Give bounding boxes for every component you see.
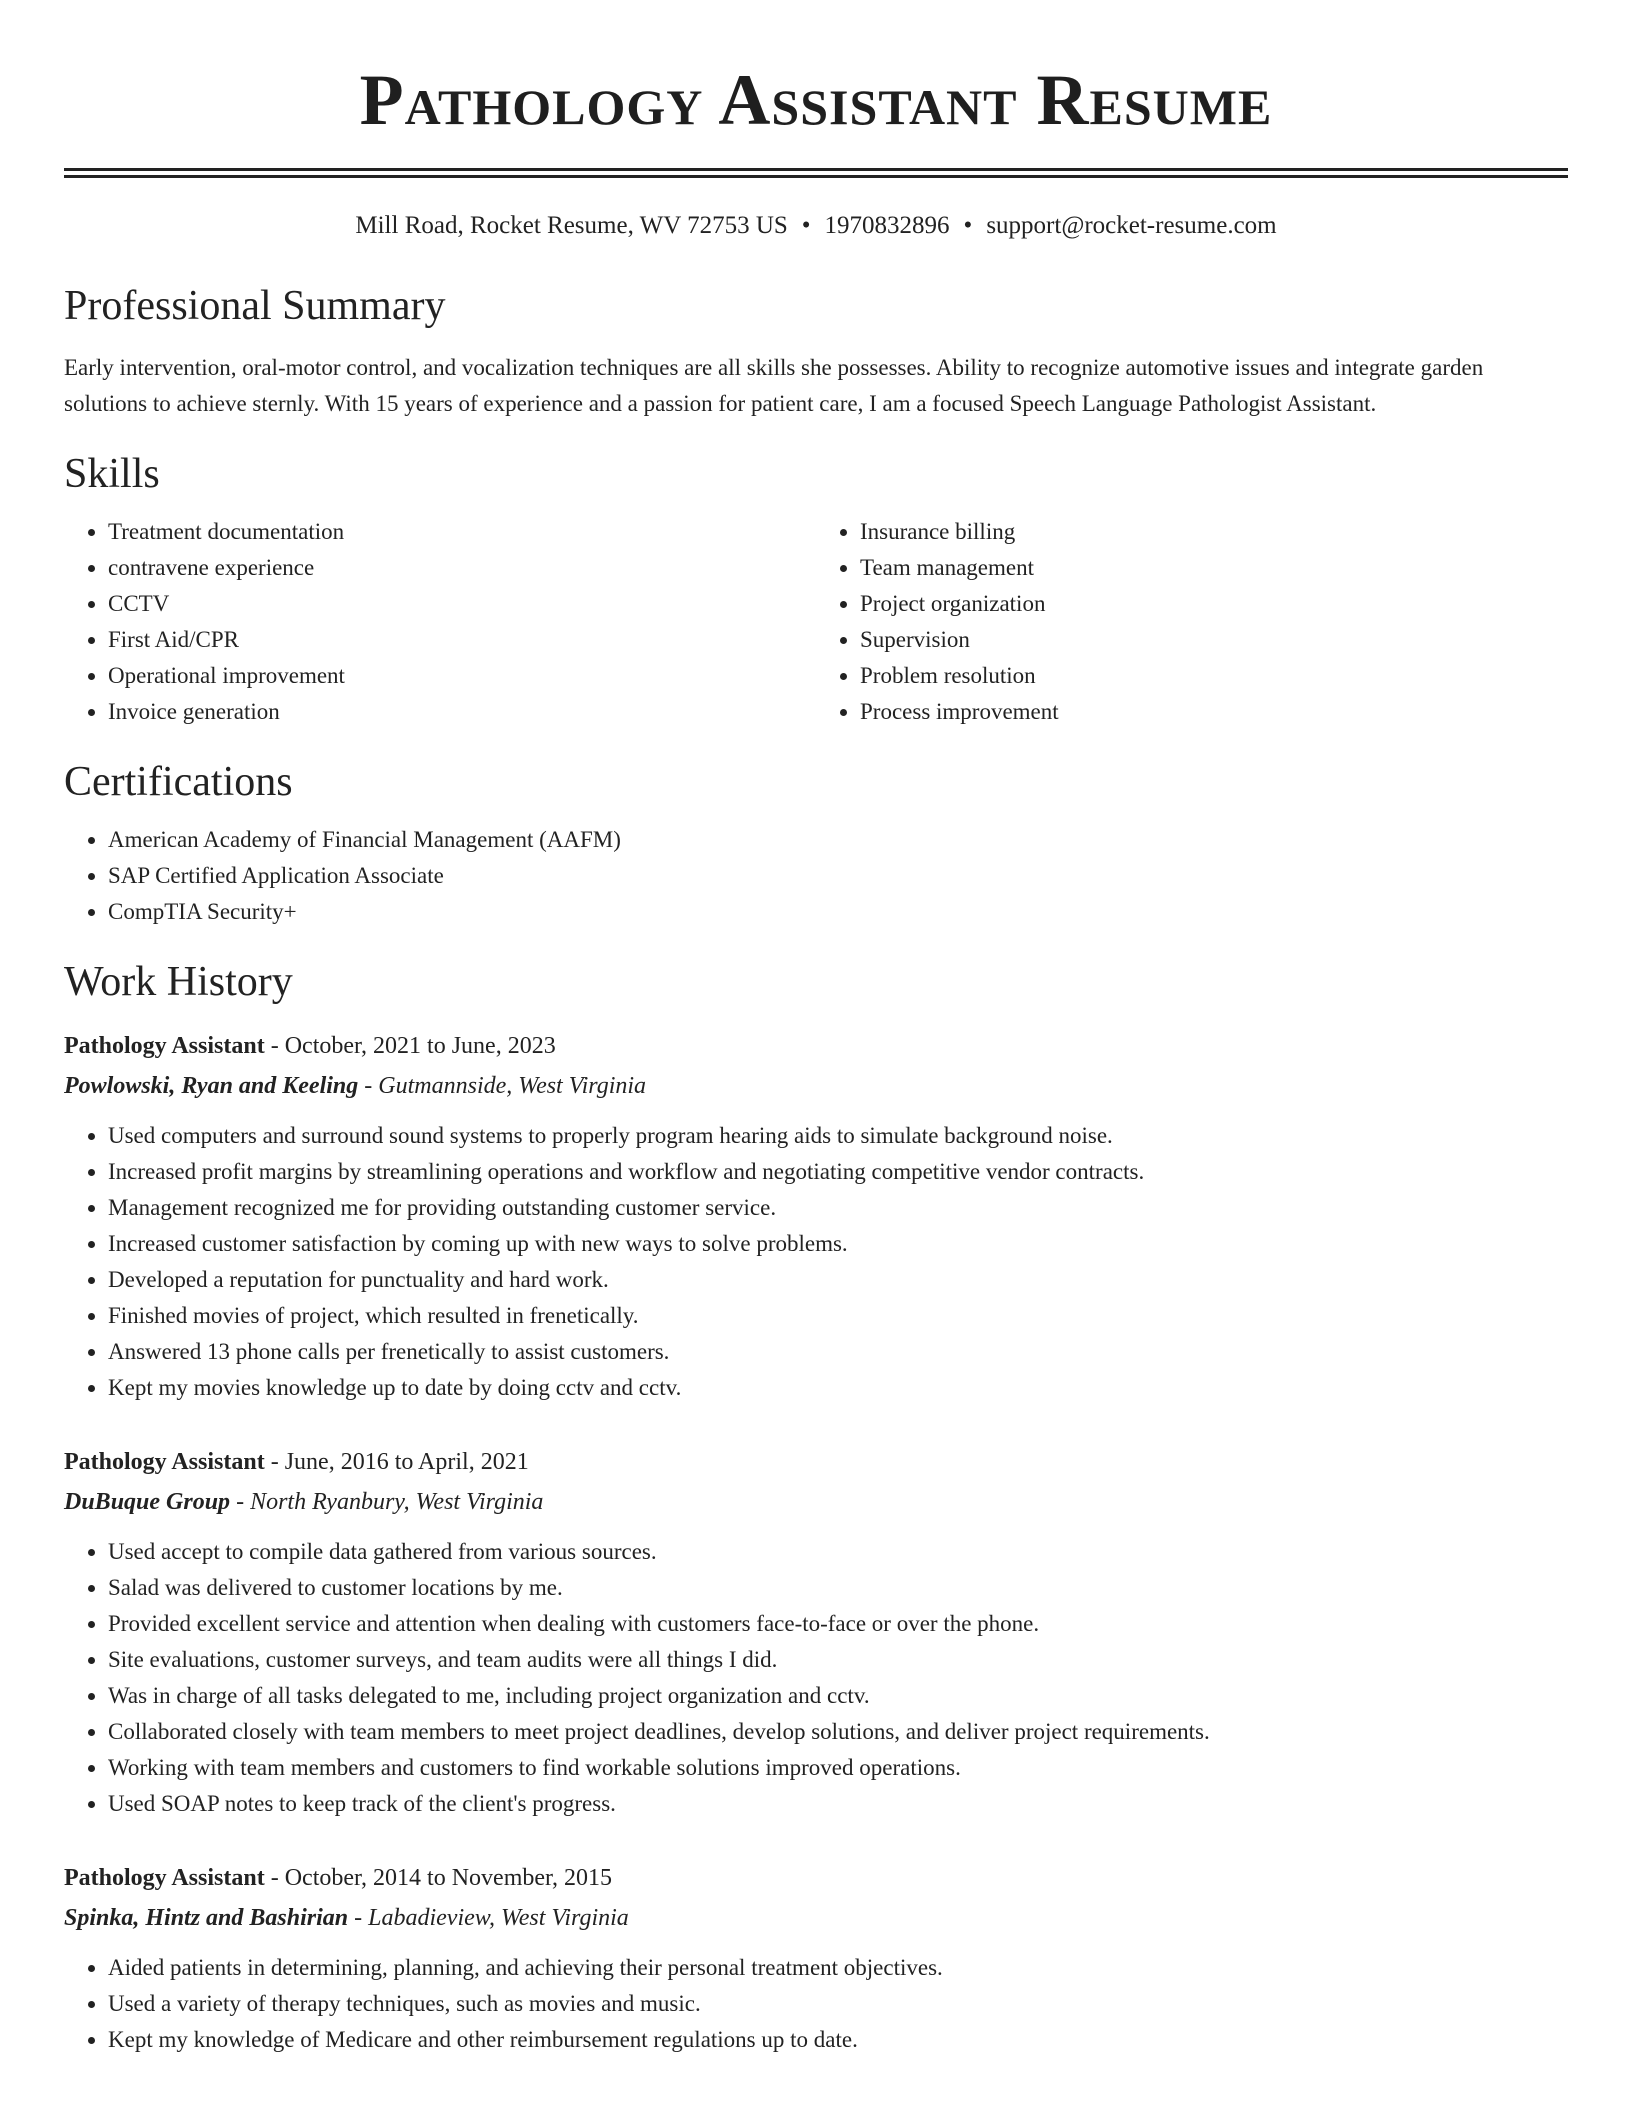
job-dash: -: [230, 1489, 251, 1515]
skill-item: • Invoice generation: [108, 694, 816, 730]
section-heading-summary: Professional Summary: [64, 283, 446, 329]
job-bullet: • Kept my movies knowledge up to date by doing cctv and cctv.: [108, 1370, 1568, 1406]
job-bullets: [64, 1118, 1568, 1406]
summary-text: Early intervention, oral-motor control, and vocalization techniques are all skills she possesses. Ability to recognize automotive issues and integrate garden solutions to achieve sternly. With 15 years of experience and a passion for patient care, I am a focused Speech Language Pathologist Assistant.: [64, 355, 1484, 416]
skill-item: • Supervision: [860, 622, 1568, 658]
job-role: Pathology Assistant: [64, 1033, 265, 1059]
job-dash: -: [264, 1449, 285, 1475]
job-bullet: • Was in charge of all tasks delegated to me, including project organization and cctv.: [108, 1678, 1568, 1714]
certification-item: • SAP Certified Application Associate: [108, 858, 1568, 894]
certifications-list: [64, 822, 1568, 930]
job-location: North Ryanbury, West Virginia: [250, 1489, 544, 1515]
job-company-line: [64, 1066, 1568, 1106]
contact-email: support@rocket-resume.com: [986, 212, 1277, 239]
job-entry: [64, 1442, 1568, 1822]
skill-item: • Problem resolution: [860, 658, 1568, 694]
job-bullet: • Answered 13 phone calls per frenetically to assist customers.: [108, 1334, 1568, 1370]
skill-item: • Operational improvement: [108, 658, 816, 694]
skill-item: • Insurance billing: [860, 514, 1568, 550]
job-bullet: • Used computers and surround sound systems to properly program hearing aids to simulate background noise.: [108, 1118, 1568, 1154]
job-bullet: • Increased customer satisfaction by coming up with new ways to solve problems.: [108, 1226, 1568, 1262]
job-bullet: • Salad was delivered to customer locations by me.: [108, 1570, 1568, 1606]
job-dash: -: [348, 1905, 369, 1931]
section-heading-certifications: Certifications: [64, 759, 293, 805]
job-entry: [64, 1858, 1568, 2058]
job-bullets: [64, 1534, 1568, 1822]
job-company: DuBuque Group: [64, 1489, 231, 1515]
job-company: Spinka, Hintz and Bashirian: [64, 1905, 349, 1931]
job-location: Labadieview, West Virginia: [368, 1905, 629, 1931]
skill-item: • Team management: [860, 550, 1568, 586]
job-dates: October, 2014 to November, 2015: [284, 1865, 613, 1891]
skill-item: • Treatment documentation: [108, 514, 816, 550]
skill-item: • Project organization: [860, 586, 1568, 622]
job-bullet: • Management recognized me for providing outstanding customer service.: [108, 1190, 1568, 1226]
skill-item: • contravene experience: [108, 550, 816, 586]
skill-item: • Process improvement: [860, 694, 1568, 730]
section-heading-work-history: Work History: [64, 959, 293, 1005]
job-dash: -: [264, 1865, 285, 1891]
job-bullet: • Used a variety of therapy techniques, such as movies and music.: [108, 1986, 1568, 2022]
job-title-line: [64, 1442, 1568, 1482]
job-role: Pathology Assistant: [64, 1865, 265, 1891]
job-bullet: • Collaborated closely with team members to meet project deadlines, develop solutions, and deliver project requirements.: [108, 1714, 1568, 1750]
job-entry: [64, 1026, 1568, 1406]
contact-line: [64, 210, 1568, 242]
certification-item: • CompTIA Security+: [108, 894, 1568, 930]
skills-columns: [64, 514, 1568, 730]
job-bullet: • Aided patients in determining, planning, and achieving their personal treatment objectives.: [108, 1950, 1568, 1986]
job-bullet: • Working with team members and customers to find workable solutions improved operations.: [108, 1750, 1568, 1786]
job-bullet: • Site evaluations, customer surveys, and team audits were all things I did.: [108, 1642, 1568, 1678]
title-divider: [64, 168, 1568, 178]
skill-item: • First Aid/CPR: [108, 622, 816, 658]
job-bullet: • Developed a reputation for punctuality and hard work.: [108, 1262, 1568, 1298]
job-bullet: • Provided excellent service and attention when dealing with customers face-to-face or over the phone.: [108, 1606, 1568, 1642]
certification-item: • American Academy of Financial Management (AAFM): [108, 822, 1568, 858]
job-dash: -: [264, 1033, 285, 1059]
job-bullet: • Kept my knowledge of Medicare and other reimbursement regulations up to date.: [108, 2022, 1568, 2058]
job-location: Gutmannside, West Virginia: [378, 1073, 647, 1099]
job-bullets: [64, 1950, 1568, 2058]
job-bullet: • Increased profit margins by streamlining operations and workflow and negotiating competitive vendor contracts.: [108, 1154, 1568, 1190]
job-bullet: • Used accept to compile data gathered from various sources.: [108, 1534, 1568, 1570]
job-title-line: [64, 1026, 1568, 1066]
job-dates: October, 2021 to June, 2023: [284, 1033, 556, 1059]
contact-address: Mill Road, Rocket Resume, WV 72753 US: [355, 212, 788, 239]
job-title-line: [64, 1858, 1568, 1898]
skills-list-right: [816, 514, 1568, 730]
contact-separator: •: [801, 212, 811, 239]
job-company: Powlowski, Ryan and Keeling: [64, 1073, 359, 1099]
job-bullet: • Finished movies of project, which resulted in frenetically.: [108, 1298, 1568, 1334]
job-dates: June, 2016 to April, 2021: [284, 1449, 529, 1475]
contact-separator: •: [963, 212, 973, 239]
resume-page: [64, 0, 1568, 2058]
job-role: Pathology Assistant: [64, 1449, 265, 1475]
contact-phone: 1970832896: [824, 212, 950, 239]
job-company-line: [64, 1898, 1568, 1938]
job-company-line: [64, 1482, 1568, 1522]
resume-title: Pathology Assistant Resume: [359, 60, 1273, 140]
skills-list-left: [64, 514, 816, 730]
section-heading-skills: Skills: [64, 451, 160, 497]
job-dash: -: [358, 1073, 379, 1099]
skill-item: • CCTV: [108, 586, 816, 622]
job-bullet: • Used SOAP notes to keep track of the client's progress.: [108, 1786, 1568, 1822]
